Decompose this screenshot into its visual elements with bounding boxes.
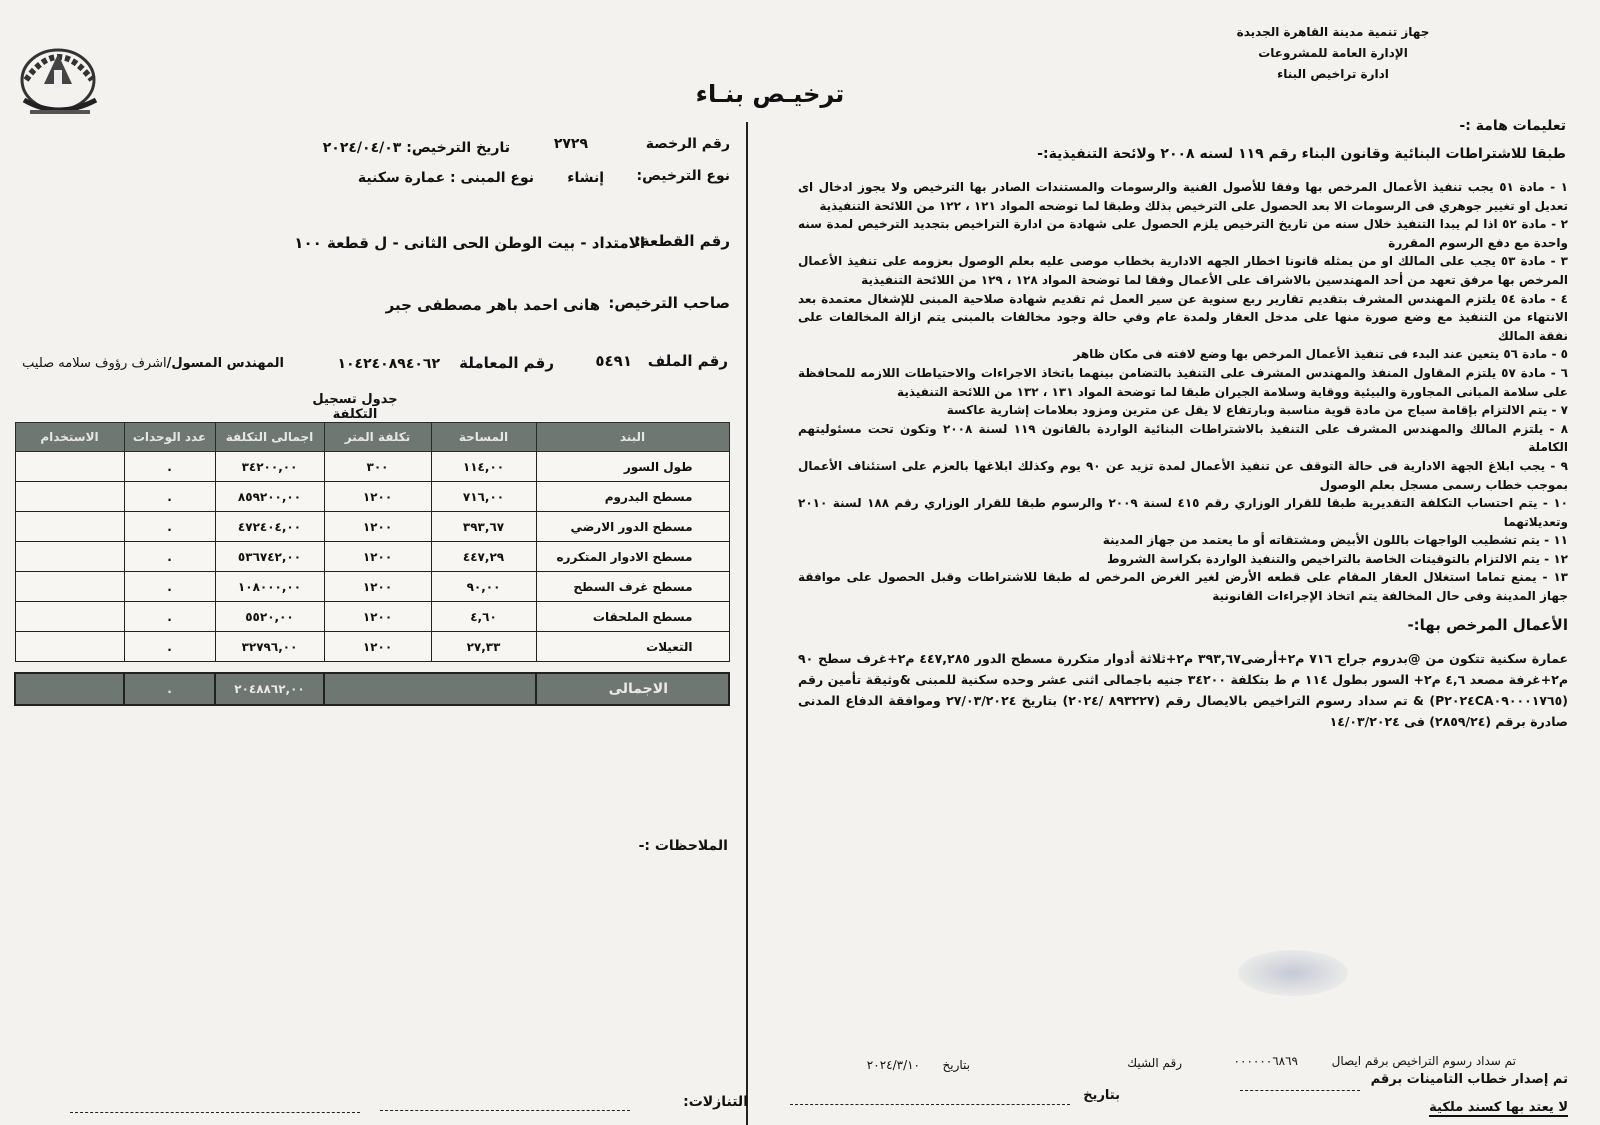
license-date-label: تاريخ الترخيص: xyxy=(406,140,510,156)
instruction-item: ٤ - مادة ٥٤ يلتزم المهندس المشرف بتقديم تقارير ربع سنوية عن سير العمل ثم تقديم شهادة صلاحية المبنى للإشغال معتمدة بعد الانتهاء من التنفيذ مع وضع صورة منها على مدخل العقار ولمدة عام وفي حالة وجود مخالفات بالمبنى يتم ازالة المخالفات على نفقة المالك xyxy=(798,291,1568,343)
file-number-label: رقم الملف xyxy=(647,352,728,370)
cell-meter-cost: ٣٠٠ xyxy=(324,452,431,482)
license-date-value: ٢٠٢٤/٠٤/٠٣ xyxy=(322,140,402,156)
cell-total: ٤٧٢٤٠٤,٠٠ xyxy=(215,512,324,542)
table-row xyxy=(15,452,729,482)
waiver-line-2 xyxy=(70,1112,360,1113)
total-label: الاجمالى xyxy=(536,673,729,705)
license-type-value: إنشاء xyxy=(567,170,604,186)
building-type-value: عمارة سكنية xyxy=(357,170,446,186)
licensed-works-heading: الأعمال المرخص بها:- xyxy=(1407,616,1568,634)
cell-total: ٣٤٢٠٠,٠٠ xyxy=(215,452,324,482)
cell-meter-cost: ١٢٠٠ xyxy=(324,542,431,572)
notes-label: الملاحظات :- xyxy=(638,838,728,854)
plot-label: رقم القطعة: xyxy=(634,232,730,250)
insurance-date-label: بتاريخ xyxy=(1083,1088,1120,1103)
cell-item: مسطح البدروم xyxy=(536,482,729,512)
instructions-list xyxy=(798,178,1568,606)
instruction-item: ١٠ - يتم احتساب التكلفة التقديرية طبقا للقرار الوزاري رقم ٤١٥ لسنة ٢٠٠٩ والرسوم طبقا للقرار الوزاري رقم ١٨٨ لسنة ٢٠١٠ وتعديلاتهما xyxy=(798,496,1568,529)
instruction-item: ٢ - مادة ٥٢ اذا لم يبدا التنفيذ خلال سنه من تاريخ الترخيص يلزم الحصول على شهادة من ادارة التراخيص بتجديد الترخيص لمدة سنه واحدة مع دفع الرسوم المقررة xyxy=(798,217,1568,250)
org-line-1: جهاز تنمية مدينة القاهرة الجديدة xyxy=(1236,25,1430,39)
col-meter-cost-header: تكلفة المتر xyxy=(324,423,431,452)
cell-meter-cost: ١٢٠٠ xyxy=(324,632,431,662)
table-row xyxy=(15,572,729,602)
table-row xyxy=(15,542,729,572)
cell-units: . xyxy=(124,542,215,572)
owner-label: صاحب الترخيص: xyxy=(608,294,730,312)
cell-item: مسطح غرف السطح xyxy=(536,572,729,602)
cell-units: . xyxy=(124,602,215,632)
cell-area: ٤,٦٠ xyxy=(431,602,536,632)
cell-area: ٢٧,٣٣ xyxy=(431,632,536,662)
cheque-label: رقم الشيك xyxy=(1127,1056,1182,1070)
total-value: ٢٠٤٨٨٦٢,٠٠ xyxy=(215,673,324,705)
instruction-item: ٦ - مادة ٥٧ يلتزم المقاول المنفذ والمهندس المشرف على التنفيذ بالتضامن بينهما باتخاذ الاجراءات والاحتياطات اللازمه للمحافظة على سلامة المبانى المجاورة والبيئية ووقاية وسلامة الجيران طبقا لما توضحة المواد ١٣١ ، ١٣٢ من اللائحة التنفيذية xyxy=(798,365,1568,399)
licensed-works-text: عمارة سكنية تتكون من @بدروم جراج ٧١٦ م٢+أرضى٣٩٣,٦٧ م٢+ثلاثة أدوار متكررة مسطح الدور ٤٤٧,٢٨٥ م٢+غرف سطح ٩٠ م٢+غرفة مصعد ٤,٦ م٢+ السور بطول ١١٤ م ط بتكلفة ٣٤٢٠٠ جنيه باجمالى اثنى عشر وحده سكنية للمبنى &وثيقة تأمين رقم (P٢٠٢٤CA٠٩٠٠٠١٧٦٥) & تم سداد رسوم التراخيص بالايصال رقم (٨٩٣٢٢٧ /٢٠٢٤) بتاريخ ٢٧/٠٣/٢٠٢٤ وموافقة الدفاع المدنى صادرة برقم (٢٨٥٩/٢٤) فى ١٤/٠٣/٢٠٢٤ xyxy=(798,651,1569,729)
cell-area: ٩٠,٠٠ xyxy=(431,572,536,602)
cell-meter-cost: ١٢٠٠ xyxy=(324,602,431,632)
cell-meter-cost: ١٢٠٠ xyxy=(324,572,431,602)
cell-units: . xyxy=(124,572,215,602)
building-type-label: نوع المبنى : xyxy=(450,170,534,186)
receipt-value: ٠٠٠٠٠٠٦٨٦٩ xyxy=(1233,1054,1298,1068)
waivers-label: التنازلات: xyxy=(683,1094,748,1110)
waiver-line-1 xyxy=(380,1110,630,1111)
file-number-value: ٥٤٩١ xyxy=(595,352,632,370)
instruction-item: ١ - مادة ٥١ يجب تنفيذ الأعمال المرخص بها وفقا للأصول الفنية والرسومات والمستندات الصادر بها الترخيص ولا يجوز ادخال اى تعديل او تغيير جوهري فى الرسومات الا بعد الحصول على الترخيص بذلك وطبقا لما توضحه المواد ١٢١ ، ١٢٢ من اللائحة التنفيذية xyxy=(798,180,1568,213)
instruction-item: ٧ - يتم الالتزام بإقامة سياج من مادة قوية مناسبة وبارتفاع لا يقل عن مترين ومزود بعلامات إشارية عاكسة xyxy=(946,403,1568,418)
cost-table-header-row xyxy=(15,423,729,452)
engineer-field xyxy=(22,356,284,371)
table-row xyxy=(15,482,729,512)
table-row xyxy=(15,602,729,632)
cell-use xyxy=(15,482,124,512)
transaction-number-value: ١٠٤٢٤٠٨٩٤٠٦٢ xyxy=(337,356,440,372)
cell-use xyxy=(15,572,124,602)
cell-total: ٥٣٦٧٤٢,٠٠ xyxy=(215,542,324,572)
col-units-header: عدد الوحدات xyxy=(124,423,215,452)
cell-item: مسطح الدور الارضي xyxy=(536,512,729,542)
receipt-label: تم سداد رسوم التراخيص برقم ايصال xyxy=(1331,1054,1516,1068)
instructions-heading: تعليمات هامة :- xyxy=(1459,118,1566,134)
license-number-field xyxy=(646,136,730,152)
official-stamp xyxy=(1238,950,1348,996)
col-total-cost-header: اجمالى التكلفة xyxy=(215,423,324,452)
cell-use xyxy=(15,452,124,482)
total-use xyxy=(15,673,124,705)
table-row xyxy=(15,632,729,662)
license-number-value: ٢٧٢٩ xyxy=(553,136,588,152)
table-row xyxy=(15,512,729,542)
cell-item: التعيلات xyxy=(536,632,729,662)
instruction-item: ١١ - يتم تشطيب الواجهات باللون الأبيض ومشتقاته أو ما يعتمد من جهاز المدينة xyxy=(1102,533,1568,548)
col-area-header: المساحة xyxy=(431,423,536,452)
cost-table-caption: جدول تسجيل التكلفة xyxy=(312,392,398,422)
insurance-letter-label: تم إصدار خطاب التامينات برقم xyxy=(1370,1072,1568,1087)
license-number-label: رقم الرخصة xyxy=(645,136,730,152)
cell-item: مسطح الادوار المتكرره xyxy=(536,542,729,572)
insurance-date-line xyxy=(790,1104,1070,1105)
license-date-field xyxy=(323,140,510,156)
cell-use xyxy=(15,512,124,542)
engineer-label: المهندس المسول/ xyxy=(166,356,284,371)
column-divider xyxy=(746,122,748,1125)
ownership-disclaimer: لا يعتد بها كسند ملكية xyxy=(1429,1100,1568,1115)
cell-units: . xyxy=(124,632,215,662)
city-authority-logo xyxy=(12,40,108,122)
building-type-field xyxy=(358,170,534,186)
total-units: . xyxy=(124,673,215,705)
transaction-number-label: رقم المعاملة xyxy=(459,354,554,372)
cell-total: ١٠٨٠٠٠,٠٠ xyxy=(215,572,324,602)
cell-total: ٨٥٩٢٠٠,٠٠ xyxy=(215,482,324,512)
license-type-label: نوع الترخيص: xyxy=(636,168,730,184)
org-line-2: الإدارة العامة للمشروعات xyxy=(1258,46,1408,60)
cell-use xyxy=(15,542,124,572)
cell-area: ٧١٦,٠٠ xyxy=(431,482,536,512)
cost-table xyxy=(14,422,730,706)
org-line-3: ادارة تراخيص البناء xyxy=(1277,67,1389,81)
cell-use xyxy=(15,602,124,632)
instruction-item: ١٢ - يتم الالتزام بالتوقيتات الخاصة بالتراخيص والتنفيذ الواردة بكراسة الشروط xyxy=(1107,551,1568,566)
instruction-item: ١٣ - يمنع تماما استغلال العقار المقام على قطعه الأرض لغير الغرض المرخص له طبقا للاشتراطات وقبل الحصول على موافقة جهاز المدينة وفى حال المخالفة يتم اتخاذ الإجراءات القانونية xyxy=(798,570,1568,604)
instruction-item: ٣ - مادة ٥٣ يجب على المالك او من يمثله قانونا اخطار الجهه الادارية بخطاب موصى عليه بعلم الوصول بعزومه على تنفيذ الأعمال المرخص بها مرفق تعهد من أحد المهندسين بالاشراف على الأعمال وفقا لما توضحة المواد ١٢٨ ، ١٢٩ من اللائحة التنفيذية xyxy=(798,254,1568,287)
instruction-item: ٩ - يجب ابلاغ الجهة الادارية فى حالة التوقف عن تنفيذ الأعمال لمدة تزيد عن ٩٠ يوم وكذلك ابلاغها بالعزم على استئناف الأعمال بموجب خطاب رسمى مسجل بعلم الوصول xyxy=(798,458,1568,492)
plot-value: الامتداد - بيت الوطن الحى الثانى - ل قطعة ١٠٠ xyxy=(294,234,645,252)
cell-item: طول السور xyxy=(536,452,729,482)
table-total-row xyxy=(15,673,729,705)
cell-total: ٥٥٢٠,٠٠ xyxy=(215,602,324,632)
insurance-number-line xyxy=(1240,1090,1360,1091)
receipt-date-label: بتاريخ xyxy=(942,1058,970,1072)
owner-value: هانى احمد باهر مصطفى جبر xyxy=(385,296,600,314)
total-blank xyxy=(324,673,536,705)
instruction-item: ٥ - مادة ٥٦ يتعين عند البدء فى تنفيذ الأعمال المرخص بها وضع لافته فى مكان ظاهر xyxy=(1073,347,1568,362)
instruction-item: ٨ - يلتزم المالك والمهندس المشرف على التنفيذ بالاشتراطات البنائية الواردة بالقانون ١١٩ لسنة ٢٠٠٨ وتكون تحت مسئوليتهم الكاملة xyxy=(798,421,1569,455)
cell-units: . xyxy=(124,512,215,542)
cell-meter-cost: ١٢٠٠ xyxy=(324,512,431,542)
law-heading: طبقا للاشتراطات البنائية وقانون البناء رقم ١١٩ لسنه ٢٠٠٨ ولائحة التنفيذية:- xyxy=(1037,146,1566,162)
col-use-header: الاستخدام xyxy=(15,423,124,452)
cell-area: ٣٩٣,٦٧ xyxy=(431,512,536,542)
cell-area: ٤٤٧,٢٩ xyxy=(431,542,536,572)
org-header xyxy=(1218,22,1448,85)
cell-item: مسطح الملحقات xyxy=(536,602,729,632)
cell-area: ١١٤,٠٠ xyxy=(431,452,536,482)
receipt-date-value: ٢٠٢٤/٣/١٠ xyxy=(866,1058,920,1072)
col-item-header: البند xyxy=(536,423,729,452)
document-title: ترخيـص بنـاء xyxy=(695,80,845,108)
cell-units: . xyxy=(124,452,215,482)
cell-units: . xyxy=(124,482,215,512)
cell-total: ٣٢٧٩٦,٠٠ xyxy=(215,632,324,662)
cell-use xyxy=(15,632,124,662)
cell-meter-cost: ١٢٠٠ xyxy=(324,482,431,512)
engineer-value: اشرف رؤوف سلامه صليب xyxy=(22,356,167,371)
